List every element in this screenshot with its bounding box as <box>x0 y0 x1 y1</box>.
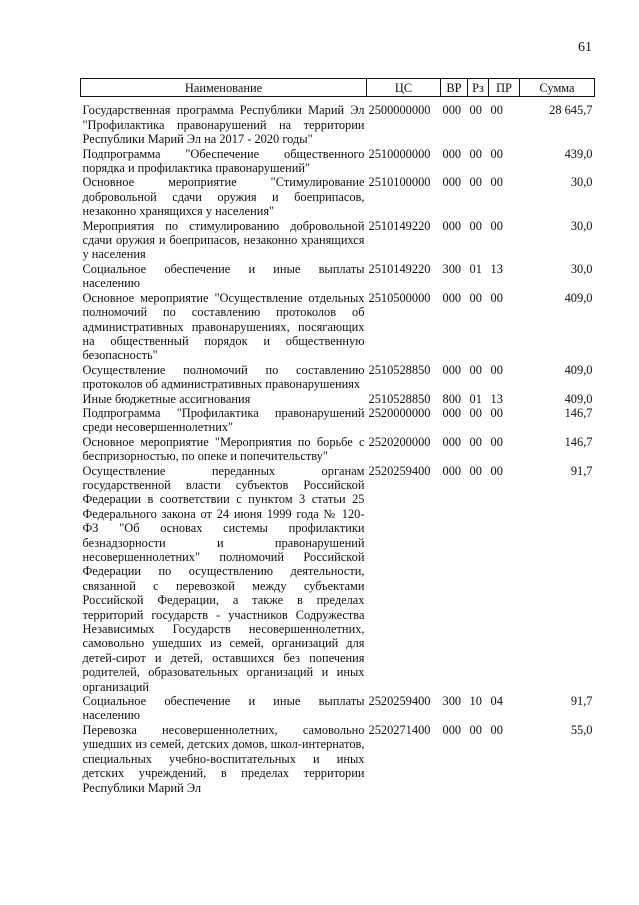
table-row <box>81 464 595 695</box>
row-name: Подпрограмма "Обеспечение общественного порядка и профилактика правонарушений" <box>82 146 365 176</box>
row-sum: 30,0 <box>570 175 593 190</box>
row-rz: 10 <box>469 694 482 709</box>
row-cs: 2520200000 <box>368 434 431 449</box>
budget-table <box>80 78 595 795</box>
row-name: Основное мероприятие "Мероприятия по борьбе с беспризорностью, по опеке и попечительству" <box>82 434 365 464</box>
row-name: Осуществление полномочий по составлению протоколов об административных правонарушениях <box>82 362 365 392</box>
table-row <box>81 723 595 795</box>
row-name: Перевозка несовершеннолетних, самовольно ушедших из семей, детских домов, школ-интернатов, специальных учебно-воспитательных и иных детских учреждений, в пределах территории Республики Марий Эл <box>82 722 365 795</box>
row-pr: 13 <box>490 391 503 406</box>
row-rz: 00 <box>469 722 482 737</box>
table-header-row <box>81 79 595 97</box>
row-name: Основное мероприятие "Осуществление отдельных полномочий по составлению протоколов об административных правонарушениях, посягающих на общественный порядок и общественную безопасность" <box>82 290 365 363</box>
table-row <box>81 147 595 176</box>
row-pr: 00 <box>490 463 503 478</box>
row-vr: 000 <box>442 290 462 305</box>
row-sum: 439,0 <box>564 146 593 161</box>
row-vr: 000 <box>442 362 462 377</box>
row-vr: 800 <box>442 391 462 406</box>
header-pr: ПР <box>489 79 520 97</box>
row-vr: 000 <box>442 103 462 118</box>
row-rz: 01 <box>469 261 482 276</box>
row-pr: 00 <box>490 218 503 233</box>
row-pr: 00 <box>490 434 503 449</box>
row-pr: 00 <box>490 290 503 305</box>
row-pr: 00 <box>490 405 503 420</box>
table-row <box>81 363 595 392</box>
row-cs: 2520271400 <box>368 722 431 737</box>
row-name: Подпрограмма "Профилактика правонарушений среди несовершеннолетних" <box>82 405 365 435</box>
row-rz: 00 <box>469 405 482 420</box>
row-name: Социальное обеспечение и иные выплаты населению <box>82 694 365 723</box>
row-vr: 000 <box>442 434 462 449</box>
row-name: Основное мероприятие "Стимулирование добровольной сдачи оружия и боеприпасов, незаконно хранящихся у населения" <box>82 175 365 219</box>
table-row <box>81 435 595 464</box>
row-rz: 00 <box>469 434 482 449</box>
header-vr: ВР <box>441 79 468 97</box>
row-vr: 000 <box>442 146 462 161</box>
header-sum: Сумма <box>520 79 595 97</box>
table-row <box>81 406 595 435</box>
row-pr: 00 <box>490 175 503 190</box>
table-row <box>81 392 595 406</box>
row-sum: 28 645,7 <box>549 103 593 118</box>
row-sum: 30,0 <box>570 218 593 233</box>
table-row <box>81 291 595 363</box>
table-row <box>81 694 595 723</box>
row-pr: 00 <box>490 362 503 377</box>
row-sum: 409,0 <box>564 290 593 305</box>
header-cs: ЦС <box>367 79 441 97</box>
row-name: Осуществление переданных органам государственной власти субъектов Российской Федерации в соответствии с пунктом 3 статьи 25 Федерального закона от 24 июня 1999 года № 120-ФЗ "Об основах системы профилактики безнадзорности и правонарушений несовершеннолетних" полномочий Российской Федерации по осуществлению деятельности, связанной с перевозкой между субъектами Российской Федерации, а также в пределах территорий государств - участников Содружества Независимых Государств несовершеннолетних, самовольно ушедших из семей, организаций для детей-сирот и детей, оставшихся без попечения родителей, образовательных организаций и иных организаций <box>82 463 365 694</box>
row-sum: 146,7 <box>564 434 593 449</box>
row-cs: 2500000000 <box>368 103 431 118</box>
row-rz: 00 <box>469 463 482 478</box>
row-cs: 2510149220 <box>368 261 431 276</box>
row-sum: 91,7 <box>570 694 593 709</box>
row-sum: 409,0 <box>564 391 593 406</box>
row-vr: 000 <box>442 218 462 233</box>
row-rz: 00 <box>469 218 482 233</box>
row-vr: 300 <box>442 261 462 276</box>
row-pr: 00 <box>490 103 503 118</box>
row-sum: 409,0 <box>564 362 593 377</box>
row-name: Иные бюджетные ассигнования <box>82 391 251 406</box>
table-row <box>81 219 595 262</box>
row-cs: 2510100000 <box>368 175 431 190</box>
page-number: 61 <box>578 40 592 55</box>
row-pr: 04 <box>490 694 503 709</box>
row-cs: 2520000000 <box>368 405 431 420</box>
row-vr: 000 <box>442 405 462 420</box>
row-cs: 2510500000 <box>368 290 431 305</box>
row-name: Социальное обеспечение и иные выплаты населению <box>82 261 365 291</box>
row-sum: 55,0 <box>570 722 593 737</box>
row-name: Государственная программа Республики Марий Эл "Профилактика правонарушений на территории Республики Марий Эл на 2017 - 2020 годы" <box>82 103 365 147</box>
row-cs: 2510528850 <box>368 362 431 377</box>
row-rz: 00 <box>469 175 482 190</box>
row-cs: 2520259400 <box>368 694 431 709</box>
row-rz: 01 <box>469 391 482 406</box>
row-vr: 000 <box>442 463 462 478</box>
row-sum: 146,7 <box>564 405 593 420</box>
header-name: Наименование <box>81 79 367 97</box>
header-rz: Рз <box>468 79 489 97</box>
row-rz: 00 <box>469 146 482 161</box>
row-pr: 00 <box>490 146 503 161</box>
row-pr: 13 <box>490 261 503 276</box>
row-rz: 00 <box>469 103 482 118</box>
row-pr: 00 <box>490 722 503 737</box>
table-row <box>81 262 595 291</box>
row-vr: 000 <box>442 175 462 190</box>
row-rz: 00 <box>469 362 482 377</box>
row-vr: 300 <box>442 694 462 709</box>
row-cs: 2520259400 <box>368 463 431 478</box>
row-sum: 91,7 <box>570 463 593 478</box>
row-cs: 2510149220 <box>368 218 431 233</box>
table-row <box>81 103 595 146</box>
row-cs: 2510528850 <box>368 391 431 406</box>
row-rz: 00 <box>469 290 482 305</box>
row-name: Мероприятия по стимулированию добровольной сдачи оружия и боеприпасов, незаконно хранящихся у населения <box>82 218 365 262</box>
row-cs: 2510000000 <box>368 146 431 161</box>
row-sum: 30,0 <box>570 261 593 276</box>
table-row <box>81 175 595 218</box>
row-vr: 000 <box>442 722 462 737</box>
